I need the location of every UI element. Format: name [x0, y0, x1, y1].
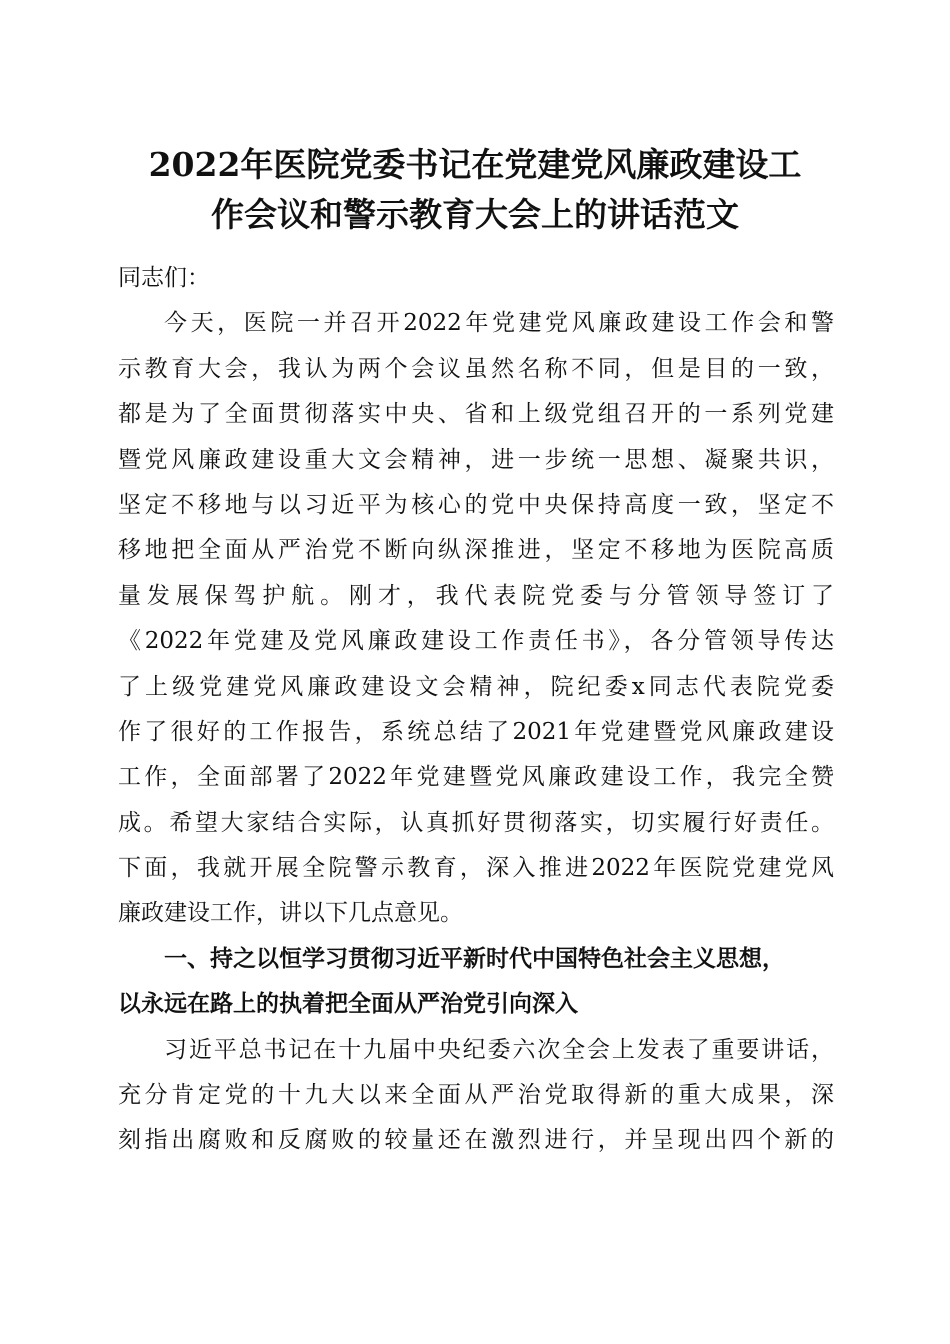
paragraph-line: 量发展保驾护航。刚才，我代表院党委与分管领导签订了 — [118, 582, 834, 609]
paragraph-line: 暨党风廉政建设重大文会精神，进一步统一思想、凝聚共识， — [118, 446, 834, 473]
salutation: 同志们： — [118, 265, 210, 291]
paragraph-line: 习近平总书记在十九届中央纪委六次全会上发表了重要讲话， — [164, 1036, 834, 1063]
paragraph-line: 都是为了全面贯彻落实中央、省和上级党组召开的一系列党建 — [118, 401, 834, 428]
section-heading-1 — [118, 937, 834, 1028]
document-body — [118, 256, 834, 1164]
title-line: 作会议和警示教育大会上的讲话范文 — [211, 195, 739, 234]
paragraph-line: 了上级党建党风廉政建设文会精神，院纪委x同志代表院党委 — [118, 673, 834, 700]
paragraph-intro — [118, 301, 834, 936]
paragraph-line: 充分肯定党的十九大以来全面从严治党取得新的重大成果，深 — [118, 1082, 834, 1109]
paragraph-line: 今天，医院一并召开2022年党建党风廉政建设工作会和警 — [164, 310, 834, 337]
paragraph-line: 作了很好的工作报告，系统总结了2021年党建暨党风廉政建设 — [118, 718, 834, 745]
paragraph-line: 廉政建设工作，讲以下几点意见。 — [118, 900, 463, 927]
title-line: 2022年医院党委书记在党建党风廉政建设工 — [148, 145, 802, 184]
paragraph-line: 《2022年党建及党风廉政建设工作责任书》，各分管领导传达 — [118, 628, 834, 655]
paragraph-section-1 — [118, 1028, 834, 1164]
paragraph-line: 示教育大会，我认为两个会议虽然名称不同，但是目的一致， — [118, 355, 834, 382]
paragraph-line: 移地把全面从严治党不断向纵深推进，坚定不移地为医院高质 — [118, 537, 834, 564]
paragraph-line: 刻指出腐败和反腐败的较量还在激烈进行，并呈现出四个新的 — [118, 1127, 834, 1154]
document-title — [100, 140, 850, 240]
paragraph-line: 下面，我就开展全院警示教育，深入推进2022年医院党建党风 — [118, 855, 834, 882]
paragraph-line: 坚定不移地与以习近平为核心的党中央保持高度一致，坚定不 — [118, 491, 834, 518]
heading-line: 一、持之以恒学习贯彻习近平新时代中国特色社会主义思想， — [164, 945, 785, 972]
heading-line: 以永远在路上的执着把全面从严治党引向深入 — [118, 991, 578, 1018]
paragraph-line: 工作，全面部署了2022年党建暨党风廉政建设工作，我完全赞 — [118, 764, 834, 791]
paragraph-line: 成。希望大家结合实际，认真抓好贯彻落实，切实履行好责任。 — [118, 809, 834, 836]
